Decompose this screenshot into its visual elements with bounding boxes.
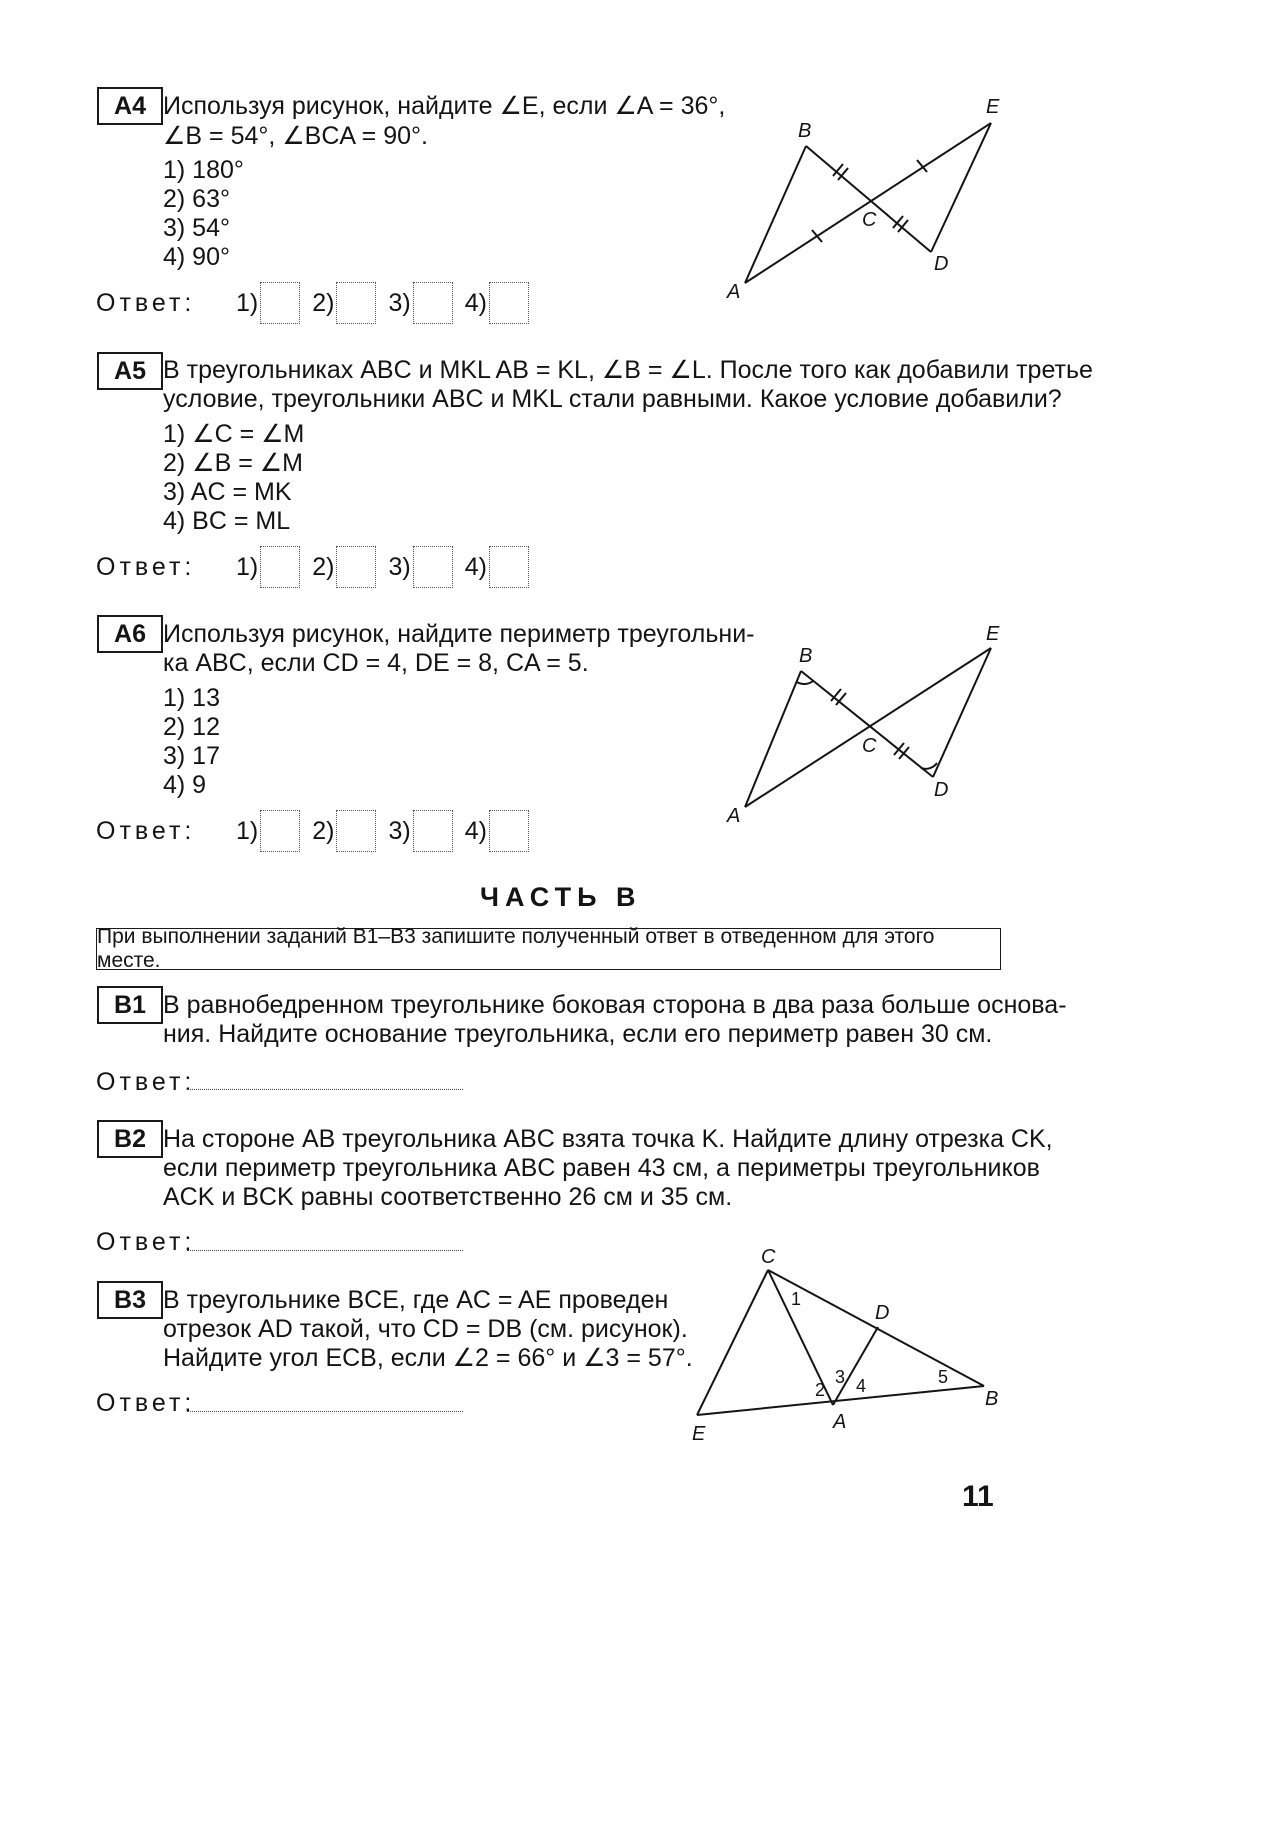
a6-label-c: C [862,735,877,757]
a5-answer-box-1[interactable] [260,546,300,588]
task-tag-a6: A6 [97,615,163,653]
a4-label-d: D [934,253,949,275]
a6-text-line2: ка ABC, если CD = 4, DE = 8, CA = 5. [163,649,589,677]
a5-answer-box-4[interactable] [489,546,529,588]
a6-label-a: A [727,805,741,827]
a6-option-1: 1) 13 [163,684,220,712]
b1-text-line2: ния. Найдите основание треугольника, если его периметр равен 30 см. [163,1020,993,1048]
answer-label: Ответ: [96,1388,196,1417]
a5-option-1: 1) ∠C = ∠M [163,420,305,448]
choice-label: 1) [236,816,259,845]
answer-label: Ответ: [96,288,196,317]
task-tag-b1: B1 [97,986,163,1024]
choice-label: 3) [388,288,411,317]
b1-text-line1: В равнобедренном треугольнике боковая сторона в два раза больше основа- [163,991,1067,1019]
b3-label-a: A [833,1411,847,1433]
b3-angle-2: 2 [815,1380,826,1400]
b3-label-c: C [761,1246,776,1268]
a6-answer-box-3[interactable] [413,810,453,852]
b2-text-line3: ACK и BCK равны соответственно 26 см и 35 см. [163,1183,733,1211]
part-b-heading: ЧАСТЬ В [480,882,642,912]
answer-label: Ответ: [96,1227,196,1256]
a5-answer-box-2[interactable] [336,546,376,588]
a4-text-line2: ∠B = 54°, ∠BCA = 90°. [163,122,428,150]
a4-option-3: 3) 54° [163,214,230,242]
a4-answer-box-4[interactable] [489,282,529,324]
b3-text-line1: В треугольнике BCE, где AC = AE проведен [163,1286,669,1314]
a4-option-4: 4) 90° [163,243,230,271]
a6-answer-box-4[interactable] [489,810,529,852]
b3-text-line2: отрезок AD такой, что CD = DB (см. рисунок). [163,1315,688,1343]
a5-option-3: 3) AC = MK [163,478,292,506]
a6-text-line1: Используя рисунок, найдите периметр треугольни- [163,620,755,648]
task-tag-b3: B3 [97,1281,163,1319]
choice-label: 4) [464,552,487,581]
choice-label: 4) [464,816,487,845]
a4-answer-row [96,281,541,325]
a5-text-line2: условие, треугольники ABC и MKL стали равными. Какое условие добавили? [163,385,1062,413]
choice-label: 3) [388,816,411,845]
a4-answer-box-3[interactable] [413,282,453,324]
a4-figure [710,85,1020,315]
a6-option-4: 4) 9 [163,771,207,799]
b3-angle-3: 3 [835,1367,846,1387]
b3-angle-1: 1 [791,1289,802,1309]
a5-text-line1: В треугольниках ABC и MKL AB = KL, ∠B = ∠L. После того как добавили третье [163,356,1093,384]
b2-text-line2: если периметр треугольника ABC равен 43 см, а периметры треугольников [163,1154,1040,1182]
page-number: 11 [962,1480,994,1513]
b1-answer-row [96,1060,195,1104]
b2-answer-line[interactable] [187,1250,463,1251]
b1-answer-line[interactable] [187,1089,463,1090]
answer-label: Ответ: [96,1067,196,1096]
a6-label-e: E [986,623,1000,645]
answer-label: Ответ: [96,552,196,581]
choice-label: 4) [464,288,487,317]
choice-label: 1) [236,552,259,581]
a4-text-line1: Используя рисунок, найдите ∠E, если ∠A = 36°, [163,92,726,120]
a6-answer-box-2[interactable] [336,810,376,852]
b3-angle-4: 4 [856,1376,867,1396]
a6-answer-box-1[interactable] [260,810,300,852]
task-tag-a5: A5 [97,352,163,390]
answer-label: Ответ: [96,816,196,845]
a4-answer-box-1[interactable] [260,282,300,324]
part-b-instruction: При выполнении заданий В1–В3 запишите полученный ответ в отведенном для этого месте. [96,928,1001,970]
b3-angle-5: 5 [938,1367,949,1387]
a6-label-b: B [799,645,813,667]
b3-figure [680,1240,1010,1450]
a6-option-3: 3) 17 [163,742,220,770]
choice-label: 2) [312,816,335,845]
a5-answer-row [96,545,541,589]
a5-option-4: 4) BC = ML [163,507,291,535]
a5-answer-box-3[interactable] [413,546,453,588]
a4-label-c: C [862,209,877,231]
a6-label-d: D [934,779,949,801]
b2-text-line1: На стороне AB треугольника ABC взята точка K. Найдите длину отрезка CK, [163,1125,1053,1153]
a4-label-b: B [798,120,812,142]
a4-option-1: 1) 180° [163,156,244,184]
b3-label-b: B [985,1388,999,1410]
choice-label: 1) [236,288,259,317]
a4-label-e: E [986,96,1000,118]
choice-label: 3) [388,552,411,581]
b3-label-d: D [875,1302,890,1324]
task-tag-b2: B2 [97,1120,163,1158]
a6-answer-row [96,809,541,853]
b3-label-e: E [692,1423,706,1445]
b2-answer-row [96,1220,195,1264]
b3-answer-line[interactable] [187,1411,463,1412]
choice-label: 2) [312,288,335,317]
a6-figure [710,615,1020,830]
b3-text-line3: Найдите угол ECB, если ∠2 = 66° и ∠3 = 57°. [163,1344,693,1372]
a4-answer-box-2[interactable] [336,282,376,324]
a4-option-2: 2) 63° [163,185,230,213]
a5-option-2: 2) ∠B = ∠M [163,449,303,477]
a4-label-a: A [727,281,741,303]
choice-label: 2) [312,552,335,581]
a6-option-2: 2) 12 [163,713,220,741]
b3-answer-row [96,1381,195,1425]
task-tag-a4: A4 [97,87,163,125]
